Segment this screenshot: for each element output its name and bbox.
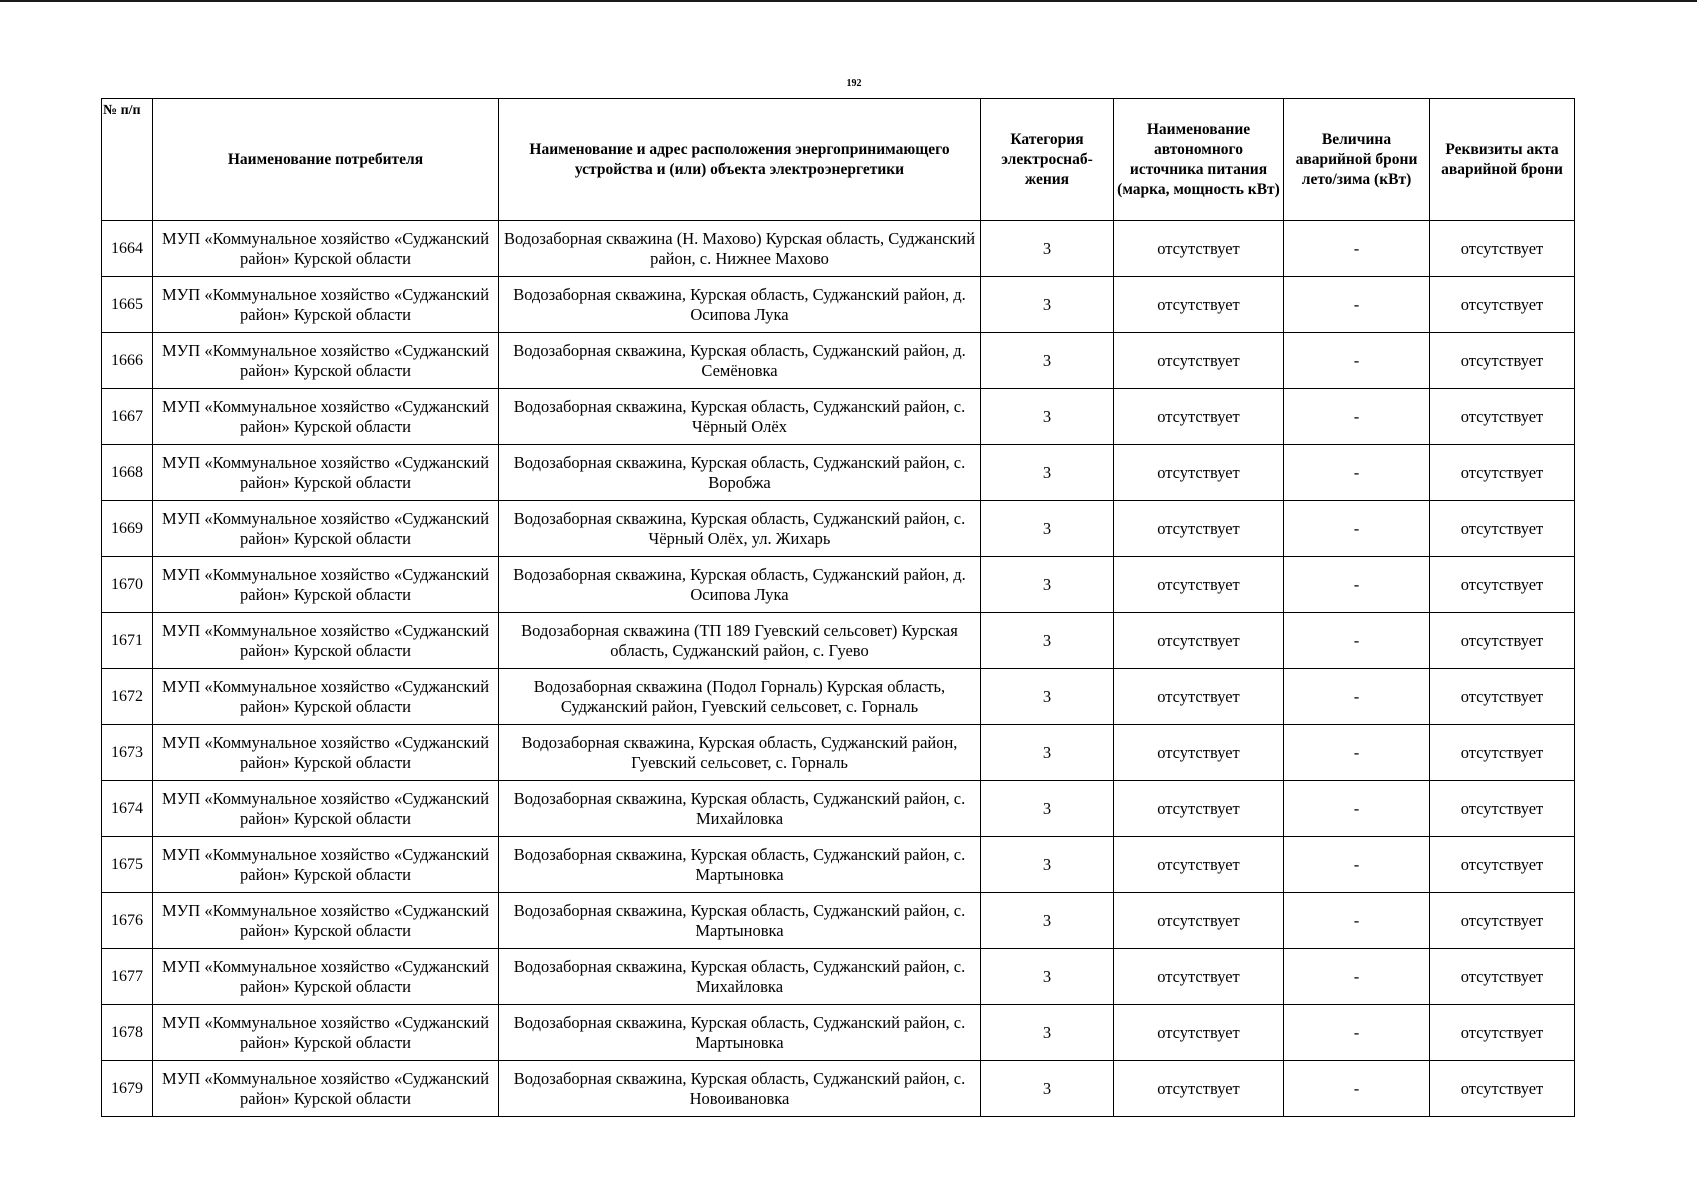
- cell-object: Водозаборная скважина, Курская область, Суджанский район, с. Чёрный Олёх: [499, 389, 981, 445]
- scan-edge-line: [0, 0, 1697, 2]
- cell-category: 3: [981, 1005, 1114, 1061]
- cell-act: отсутствует: [1430, 613, 1575, 669]
- cell-source: отсутствует: [1114, 1061, 1284, 1117]
- cell-reserve: -: [1284, 501, 1430, 557]
- cell-reserve: -: [1284, 949, 1430, 1005]
- cell-consumer: МУП «Коммунальное хозяйство «Суджанский район» Курской области: [153, 1061, 499, 1117]
- cell-num: 1672: [102, 669, 153, 725]
- table-row: [102, 781, 1575, 837]
- header-category: Категория электроснаб-жения: [981, 99, 1114, 221]
- cell-act: отсутствует: [1430, 725, 1575, 781]
- cell-consumer: МУП «Коммунальное хозяйство «Суджанский район» Курской области: [153, 837, 499, 893]
- cell-object: Водозаборная скважина, Курская область, Суджанский район, с. Новоивановка: [499, 1061, 981, 1117]
- cell-reserve: -: [1284, 837, 1430, 893]
- cell-act: отсутствует: [1430, 501, 1575, 557]
- table-row: [102, 501, 1575, 557]
- cell-num: 1670: [102, 557, 153, 613]
- cell-source: отсутствует: [1114, 669, 1284, 725]
- cell-num: 1668: [102, 445, 153, 501]
- cell-act: отсутствует: [1430, 1005, 1575, 1061]
- cell-object: Водозаборная скважина, Курская область, Суджанский район, с. Чёрный Олёх, ул. Жихарь: [499, 501, 981, 557]
- table-row: [102, 445, 1575, 501]
- cell-category: 3: [981, 1061, 1114, 1117]
- cell-category: 3: [981, 277, 1114, 333]
- cell-category: 3: [981, 669, 1114, 725]
- cell-consumer: МУП «Коммунальное хозяйство «Суджанский район» Курской области: [153, 277, 499, 333]
- table-body: [102, 221, 1575, 1117]
- cell-object: Водозаборная скважина, Курская область, Суджанский район, с. Михайловка: [499, 781, 981, 837]
- table-row: [102, 837, 1575, 893]
- cell-num: 1674: [102, 781, 153, 837]
- table-row: [102, 557, 1575, 613]
- cell-reserve: -: [1284, 333, 1430, 389]
- table-row: [102, 389, 1575, 445]
- cell-act: отсутствует: [1430, 837, 1575, 893]
- cell-category: 3: [981, 949, 1114, 1005]
- cell-source: отсутствует: [1114, 949, 1284, 1005]
- cell-num: 1676: [102, 893, 153, 949]
- cell-act: отсутствует: [1430, 221, 1575, 277]
- cell-source: отсутствует: [1114, 557, 1284, 613]
- cell-reserve: -: [1284, 1005, 1430, 1061]
- cell-act: отсутствует: [1430, 333, 1575, 389]
- header-row: [102, 99, 1575, 221]
- table-row: [102, 613, 1575, 669]
- cell-category: 3: [981, 389, 1114, 445]
- cell-source: отсутствует: [1114, 445, 1284, 501]
- cell-num: 1669: [102, 501, 153, 557]
- header-reserve: Величина аварийной брони лето/зима (кВт): [1284, 99, 1430, 221]
- cell-object: Водозаборная скважина, Курская область, Суджанский район, д. Осипова Лука: [499, 277, 981, 333]
- cell-consumer: МУП «Коммунальное хозяйство «Суджанский район» Курской области: [153, 389, 499, 445]
- cell-reserve: -: [1284, 557, 1430, 613]
- cell-source: отсутствует: [1114, 613, 1284, 669]
- cell-consumer: МУП «Коммунальное хозяйство «Суджанский район» Курской области: [153, 725, 499, 781]
- cell-act: отсутствует: [1430, 277, 1575, 333]
- cell-consumer: МУП «Коммунальное хозяйство «Суджанский район» Курской области: [153, 949, 499, 1005]
- cell-category: 3: [981, 781, 1114, 837]
- cell-source: отсутствует: [1114, 501, 1284, 557]
- cell-reserve: -: [1284, 277, 1430, 333]
- cell-category: 3: [981, 893, 1114, 949]
- cell-object: Водозаборная скважина, Курская область, Суджанский район, д. Семёновка: [499, 333, 981, 389]
- cell-source: отсутствует: [1114, 893, 1284, 949]
- cell-consumer: МУП «Коммунальное хозяйство «Суджанский район» Курской области: [153, 669, 499, 725]
- cell-act: отсутствует: [1430, 949, 1575, 1005]
- cell-category: 3: [981, 557, 1114, 613]
- cell-source: отсутствует: [1114, 1005, 1284, 1061]
- header-num: № п/п: [102, 99, 153, 221]
- table-row: [102, 333, 1575, 389]
- cell-reserve: -: [1284, 893, 1430, 949]
- cell-source: отсутствует: [1114, 333, 1284, 389]
- cell-num: 1666: [102, 333, 153, 389]
- cell-act: отсутствует: [1430, 445, 1575, 501]
- cell-consumer: МУП «Коммунальное хозяйство «Суджанский район» Курской области: [153, 445, 499, 501]
- cell-num: 1664: [102, 221, 153, 277]
- cell-reserve: -: [1284, 725, 1430, 781]
- cell-num: 1679: [102, 1061, 153, 1117]
- header-act: Реквизиты акта аварийной брони: [1430, 99, 1575, 221]
- cell-reserve: -: [1284, 445, 1430, 501]
- cell-act: отсутствует: [1430, 389, 1575, 445]
- cell-object: Водозаборная скважина, Курская область, Суджанский район, с. Мартыновка: [499, 893, 981, 949]
- cell-source: отсутствует: [1114, 389, 1284, 445]
- table-row: [102, 893, 1575, 949]
- cell-source: отсутствует: [1114, 837, 1284, 893]
- cell-object: Водозаборная скважина, Курская область, Суджанский район, с. Мартыновка: [499, 1005, 981, 1061]
- cell-consumer: МУП «Коммунальное хозяйство «Суджанский район» Курской области: [153, 1005, 499, 1061]
- cell-num: 1675: [102, 837, 153, 893]
- table-row: [102, 1005, 1575, 1061]
- page-number: 192: [846, 78, 862, 89]
- cell-reserve: -: [1284, 613, 1430, 669]
- cell-source: отсутствует: [1114, 725, 1284, 781]
- cell-source: отсутствует: [1114, 781, 1284, 837]
- cell-category: 3: [981, 501, 1114, 557]
- cell-num: 1667: [102, 389, 153, 445]
- cell-category: 3: [981, 837, 1114, 893]
- cell-consumer: МУП «Коммунальное хозяйство «Суджанский район» Курской области: [153, 501, 499, 557]
- cell-act: отсутствует: [1430, 1061, 1575, 1117]
- cell-object: Водозаборная скважина, Курская область, Суджанский район, д. Осипова Лука: [499, 557, 981, 613]
- cell-object: Водозаборная скважина (ТП 189 Гуевский сельсовет) Курская область, Суджанский район, с. Гуево: [499, 613, 981, 669]
- cell-num: 1678: [102, 1005, 153, 1061]
- header-source: Наименование автономного источника питания (марка, мощность кВт): [1114, 99, 1284, 221]
- cell-reserve: -: [1284, 781, 1430, 837]
- header-object: Наименование и адрес расположения энергопринимающего устройства и (или) объекта электроэнергетики: [499, 99, 981, 221]
- table-row: [102, 669, 1575, 725]
- cell-category: 3: [981, 445, 1114, 501]
- cell-consumer: МУП «Коммунальное хозяйство «Суджанский район» Курской области: [153, 893, 499, 949]
- cell-reserve: -: [1284, 389, 1430, 445]
- cell-act: отсутствует: [1430, 669, 1575, 725]
- cell-reserve: -: [1284, 221, 1430, 277]
- cell-act: отсутствует: [1430, 781, 1575, 837]
- cell-category: 3: [981, 333, 1114, 389]
- registry-table: [101, 98, 1575, 1117]
- table-row: [102, 1061, 1575, 1117]
- cell-object: Водозаборная скважина, Курская область, Суджанский район, Гуевский сельсовет, с. Горналь: [499, 725, 981, 781]
- cell-num: 1665: [102, 277, 153, 333]
- cell-consumer: МУП «Коммунальное хозяйство «Суджанский район» Курской области: [153, 221, 499, 277]
- cell-num: 1673: [102, 725, 153, 781]
- cell-object: Водозаборная скважина, Курская область, Суджанский район, с. Михайловка: [499, 949, 981, 1005]
- cell-act: отсутствует: [1430, 893, 1575, 949]
- cell-object: Водозаборная скважина, Курская область, Суджанский район, с. Мартыновка: [499, 837, 981, 893]
- table-row: [102, 221, 1575, 277]
- cell-source: отсутствует: [1114, 277, 1284, 333]
- cell-object: Водозаборная скважина (Н. Махово) Курская область, Суджанский район, с. Нижнее Махово: [499, 221, 981, 277]
- cell-consumer: МУП «Коммунальное хозяйство «Суджанский район» Курской области: [153, 781, 499, 837]
- cell-object: Водозаборная скважина (Подол Горналь) Курская область, Суджанский район, Гуевский сельсовет, с. Горналь: [499, 669, 981, 725]
- cell-act: отсутствует: [1430, 557, 1575, 613]
- cell-source: отсутствует: [1114, 221, 1284, 277]
- header-consumer: Наименование потребителя: [153, 99, 499, 221]
- cell-consumer: МУП «Коммунальное хозяйство «Суджанский район» Курской области: [153, 613, 499, 669]
- cell-num: 1671: [102, 613, 153, 669]
- cell-category: 3: [981, 613, 1114, 669]
- cell-consumer: МУП «Коммунальное хозяйство «Суджанский район» Курской области: [153, 557, 499, 613]
- cell-consumer: МУП «Коммунальное хозяйство «Суджанский район» Курской области: [153, 333, 499, 389]
- cell-reserve: -: [1284, 669, 1430, 725]
- table-row: [102, 725, 1575, 781]
- table-row: [102, 277, 1575, 333]
- cell-object: Водозаборная скважина, Курская область, Суджанский район, с. Воробжа: [499, 445, 981, 501]
- table-row: [102, 949, 1575, 1005]
- cell-category: 3: [981, 725, 1114, 781]
- cell-reserve: -: [1284, 1061, 1430, 1117]
- cell-num: 1677: [102, 949, 153, 1005]
- cell-category: 3: [981, 221, 1114, 277]
